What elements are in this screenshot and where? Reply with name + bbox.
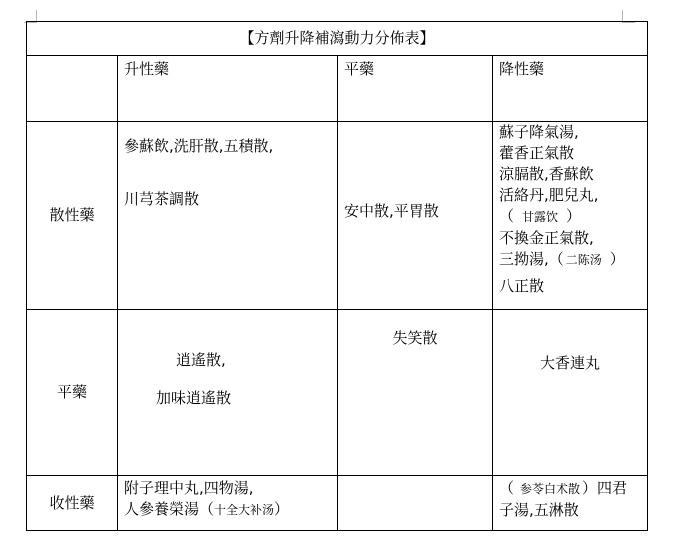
formula-line: 加味逍遙散 xyxy=(156,389,232,407)
formula-line: 藿香正氣散 xyxy=(499,144,575,162)
formula-line: 涼膈散,香蘇飲 xyxy=(499,165,594,183)
header-neutral: 平藥 xyxy=(338,56,493,122)
formula-line: 子湯,五淋散 xyxy=(499,501,579,519)
formula-line: 八正散 xyxy=(499,277,545,295)
header-ascending: 升性藥 xyxy=(118,56,338,122)
header-descending: 降性藥 xyxy=(493,56,648,122)
cell-astringent-ascending xyxy=(118,476,338,531)
formula-line: 安中散,平胃散 xyxy=(344,202,439,220)
formula-line: 參蘇飲,洗肝散,五積散, xyxy=(124,137,274,155)
cell-astringent-descending xyxy=(493,476,648,531)
cell-astringent-neutral xyxy=(338,476,493,531)
formula-line: 三拗湯,（ 二陈汤 ） xyxy=(499,250,625,268)
table-row xyxy=(27,122,648,310)
row-label-neutral: 平藥 xyxy=(27,310,118,476)
formula-line: 蘇子降氣湯, xyxy=(499,123,579,141)
row-label-dispersing: 散性藥 xyxy=(27,122,118,310)
table-title: 【方劑升降補瀉動力分佈表】 xyxy=(27,22,648,56)
formula-line: （ 参苓白术散 ）四君 xyxy=(499,479,628,497)
cell-neutral-neutral xyxy=(338,310,493,476)
formula-line: 逍遙散, xyxy=(176,351,226,369)
header-row xyxy=(27,56,648,122)
title-row xyxy=(27,22,648,56)
header-corner xyxy=(27,56,118,122)
distribution-table xyxy=(26,21,648,531)
formula-line: （ 甘露饮 ） xyxy=(499,207,582,225)
table-row xyxy=(27,310,648,476)
formula-line: 失笑散 xyxy=(392,329,438,347)
cell-dispersing-descending xyxy=(493,122,648,310)
cell-neutral-descending xyxy=(493,310,648,476)
formula-line: 川芎茶調散 xyxy=(124,190,200,208)
cell-neutral-ascending xyxy=(118,310,338,476)
table-row xyxy=(27,476,648,531)
formula-line: 人參養榮湯（十全大补汤） xyxy=(124,500,290,518)
formula-line: 大香連丸 xyxy=(539,354,600,372)
formula-line: 附子理中丸,四物湯, xyxy=(124,479,254,497)
cell-dispersing-neutral xyxy=(338,122,493,310)
row-label-astringent: 收性藥 xyxy=(27,476,118,531)
formula-line: 不換金正氣散, xyxy=(499,229,594,247)
formula-line: 活絡丹,肥兒丸, xyxy=(499,186,599,204)
cell-dispersing-ascending xyxy=(118,122,338,310)
